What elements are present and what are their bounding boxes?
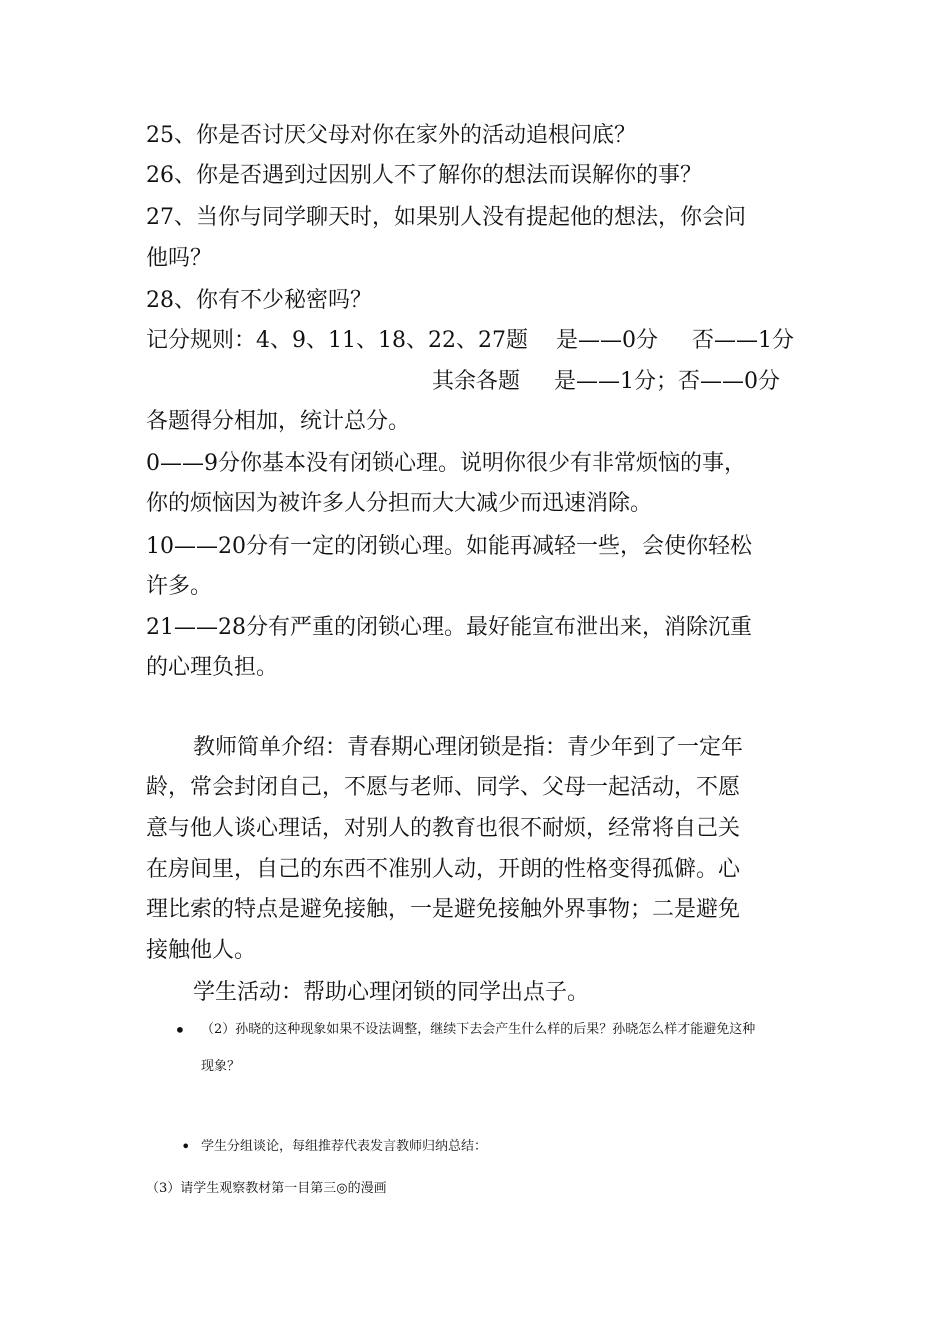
question-26: 26、你是否遇到过因别人不了解你的想法而误解你的事？ [146, 163, 702, 188]
student-activity: 学生活动：帮助心理闭锁的同学出点子。 [193, 980, 590, 1005]
question-25: 25、你是否讨厌父母对你在家外的活动追根问底？ [146, 123, 636, 148]
intro-line-4: 在房间里，自己的东西不准别人动，开朗的性格变得孤僻。心 [146, 857, 741, 882]
intro-line-1: 教师简单介绍：青春期心理闭锁是指：青少年到了一定年 [193, 735, 744, 760]
bullet-icon: • [174, 1018, 186, 1042]
intro-line-3: 意与他人谈心理话，对别人的教育也很不耐烦，经常将自己关 [146, 816, 741, 841]
scoring-rule-label: 记分规则：4、9、11、18、22、27题 [146, 328, 528, 353]
result-21-28-continued: 的心理负担。 [146, 655, 279, 680]
question-27: 27、当你与同学聊天时，如果别人没有提起他的想法，你会问 [146, 205, 746, 230]
question-28: 28、你有不少秘密吗？ [146, 288, 372, 313]
intro-line-6: 接触他人。 [146, 938, 257, 963]
group-discussion: 学生分组谈论，每组推荐代表发言教师归纳总结： [201, 1139, 488, 1154]
scoring-rule-no: 否——1分 [692, 328, 794, 353]
intro-line-2: 龄，常会封闭自己，不愿与老师、同学、父母一起活动，不愿 [146, 775, 741, 800]
result-10-20-continued: 许多。 [146, 574, 213, 599]
result-0-9-continued: 你的烦恼因为被许多人分担而大大减少而迅速消除。 [146, 491, 653, 516]
bullet-icon: • [181, 1137, 191, 1156]
scoring-sum: 各题得分相加，统计总分。 [146, 409, 411, 434]
result-10-20: 10——20分有一定的闭锁心理。如能再减轻一些，会使你轻松 [146, 534, 752, 559]
result-0-9: 0——9分你基本没有闭锁心理。说明你很少有非常烦恼的事， [146, 451, 746, 476]
question-27-continued: 他吗？ [146, 246, 213, 271]
scoring-rest-score: 是——1分；否——0分 [554, 369, 780, 394]
scoring-rest-label: 其余各题 [432, 369, 521, 394]
intro-line-5: 理比索的特点是避免接触，一是避免接触外界事物；二是避免 [146, 897, 741, 922]
result-21-28: 21——28分有严重的闭锁心理。最好能宣布泄出来，消除沉重 [146, 615, 752, 640]
item-2-question: （2）孙晓的这种现象如果不设法调整，继续下去会产生什么样的后果？孙晓怎么样才能避免这种 [201, 1022, 756, 1037]
item-2-question-continued: 现象？ [201, 1059, 241, 1074]
item-3-instruction: （3）请学生观察教材第一目第三◎的漫画 [146, 1181, 387, 1196]
scoring-rule-yes: 是——0分 [556, 328, 658, 353]
